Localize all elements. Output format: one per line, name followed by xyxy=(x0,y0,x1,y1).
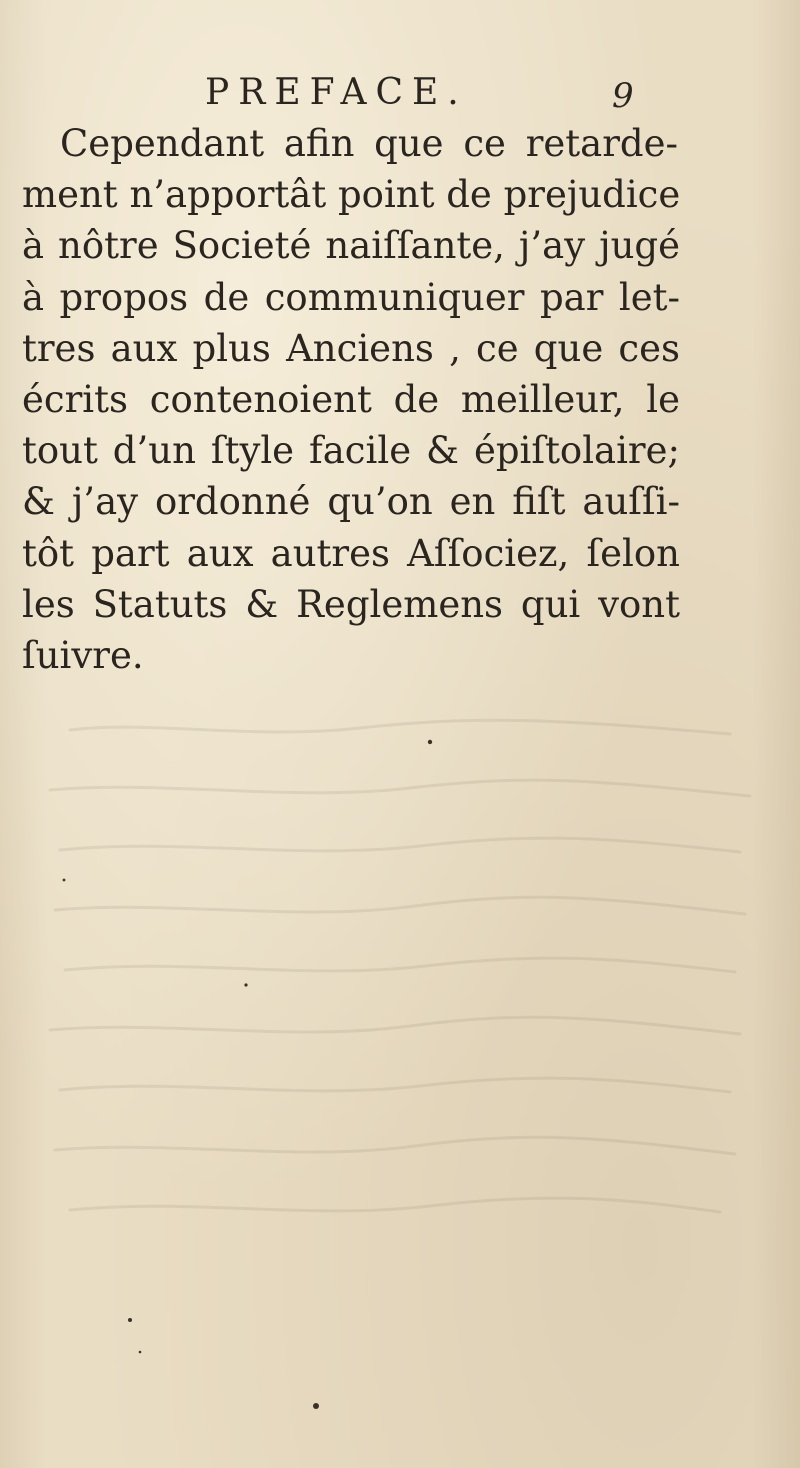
text-line: à propos de communiquer par let- xyxy=(22,275,680,319)
body-paragraph xyxy=(22,118,782,681)
running-head-title: PREFACE. xyxy=(205,72,468,113)
text-line: & j’ay ordonné qu’on en fiſt auſſi- xyxy=(22,480,680,524)
text-line: ſuivre. xyxy=(22,633,144,677)
text-line: Cependant afin que ce retarde- xyxy=(60,122,678,165)
text-line: tres aux plus Anciens , ce que ces xyxy=(22,326,680,370)
text-line: les Statuts & Reglemens qui vont xyxy=(22,582,680,626)
running-head xyxy=(0,68,800,118)
text-line: ment n’apportât point de prejudice xyxy=(22,173,681,217)
text-line: à nôtre Societé naiſſante, j’ay jugé xyxy=(22,224,680,268)
text-line: tôt part aux autres Aſſociez, ſelon xyxy=(22,531,680,575)
text-line: écrits contenoient de meilleur, le xyxy=(22,377,680,421)
text-line: tout d’un ſtyle facile & épiſtolaire; xyxy=(22,429,680,473)
show-through-text xyxy=(30,700,770,1400)
page-number: 9 xyxy=(612,76,634,116)
